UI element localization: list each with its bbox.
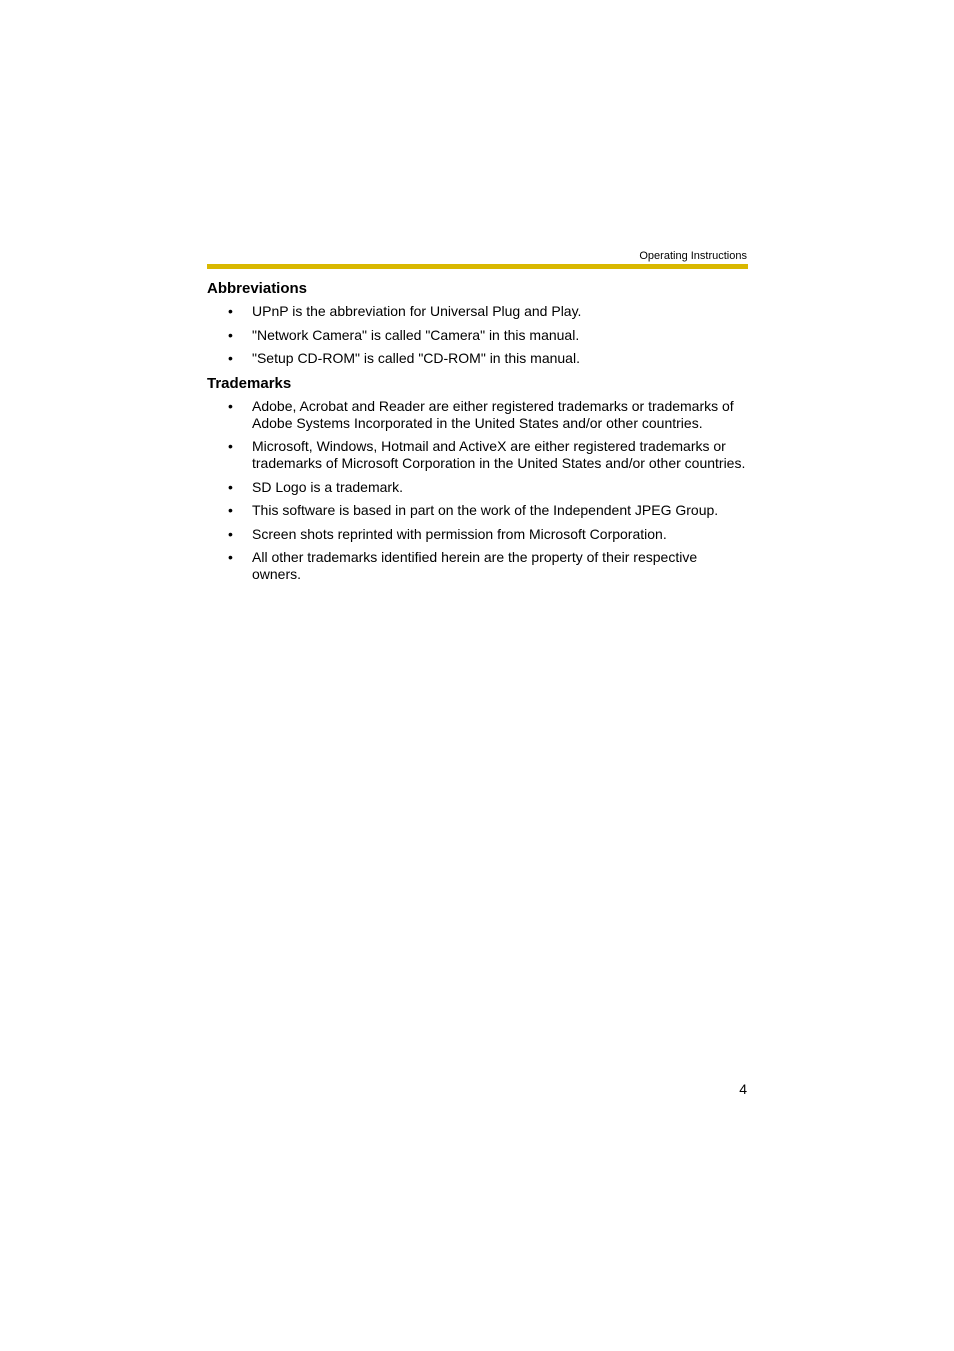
bullet-icon: •: [228, 502, 233, 518]
list-item: [207, 398, 748, 432]
section-heading-trademarks: Trademarks: [207, 374, 292, 392]
bullet-icon: •: [228, 549, 233, 565]
bullet-icon: •: [228, 303, 233, 319]
list-item: [207, 502, 748, 519]
page-content: [207, 279, 748, 590]
list-item-text: Adobe, Acrobat and Reader are either registered trademarks or trademarks of Adobe Systems Incorporated in the United States and/or other countries.: [252, 397, 734, 431]
list-item-text: "Setup CD-ROM" is called "CD-ROM" in this manual.: [252, 350, 580, 366]
trademarks-list: [207, 398, 748, 584]
list-item: [207, 526, 748, 543]
list-item: [207, 479, 748, 496]
bullet-icon: •: [228, 525, 233, 542]
bullet-icon: •: [228, 350, 233, 366]
list-item-text: Screen shots reprinted with permission from Microsoft Corporation.: [252, 525, 667, 542]
list-item: [207, 438, 748, 472]
list-item-text: All other trademarks identified herein are the property of their respective owners.: [252, 549, 698, 582]
section-heading-abbreviations: Abbreviations: [207, 280, 308, 297]
list-item-text: Microsoft, Windows, Hotmail and ActiveX are either registered trademarks or trademarks of Microsoft Corporation in the United States and/or other countries.: [252, 438, 746, 471]
running-header: Operating Instructions: [639, 250, 747, 262]
list-item-text: "Network Camera" is called "Camera" in this manual.: [252, 326, 580, 343]
bullet-icon: •: [228, 478, 233, 495]
abbreviations-list: [207, 303, 748, 367]
header-rule: [207, 264, 748, 269]
list-item: [207, 327, 748, 344]
section-abbreviations: [207, 279, 748, 367]
bullet-icon: •: [228, 397, 233, 414]
page-number: 4: [739, 1081, 747, 1097]
bullet-icon: •: [228, 438, 233, 454]
bullet-icon: •: [228, 326, 233, 343]
list-item-text: This software is based in part on the work of the Independent JPEG Group.: [252, 502, 719, 518]
list-item-text: UPnP is the abbreviation for Universal Plug and Play.: [252, 303, 582, 319]
list-item: [207, 350, 748, 367]
list-item-text: SD Logo is a trademark.: [252, 478, 403, 495]
list-item: [207, 549, 748, 583]
section-trademarks: [207, 374, 748, 584]
list-item: [207, 303, 748, 320]
